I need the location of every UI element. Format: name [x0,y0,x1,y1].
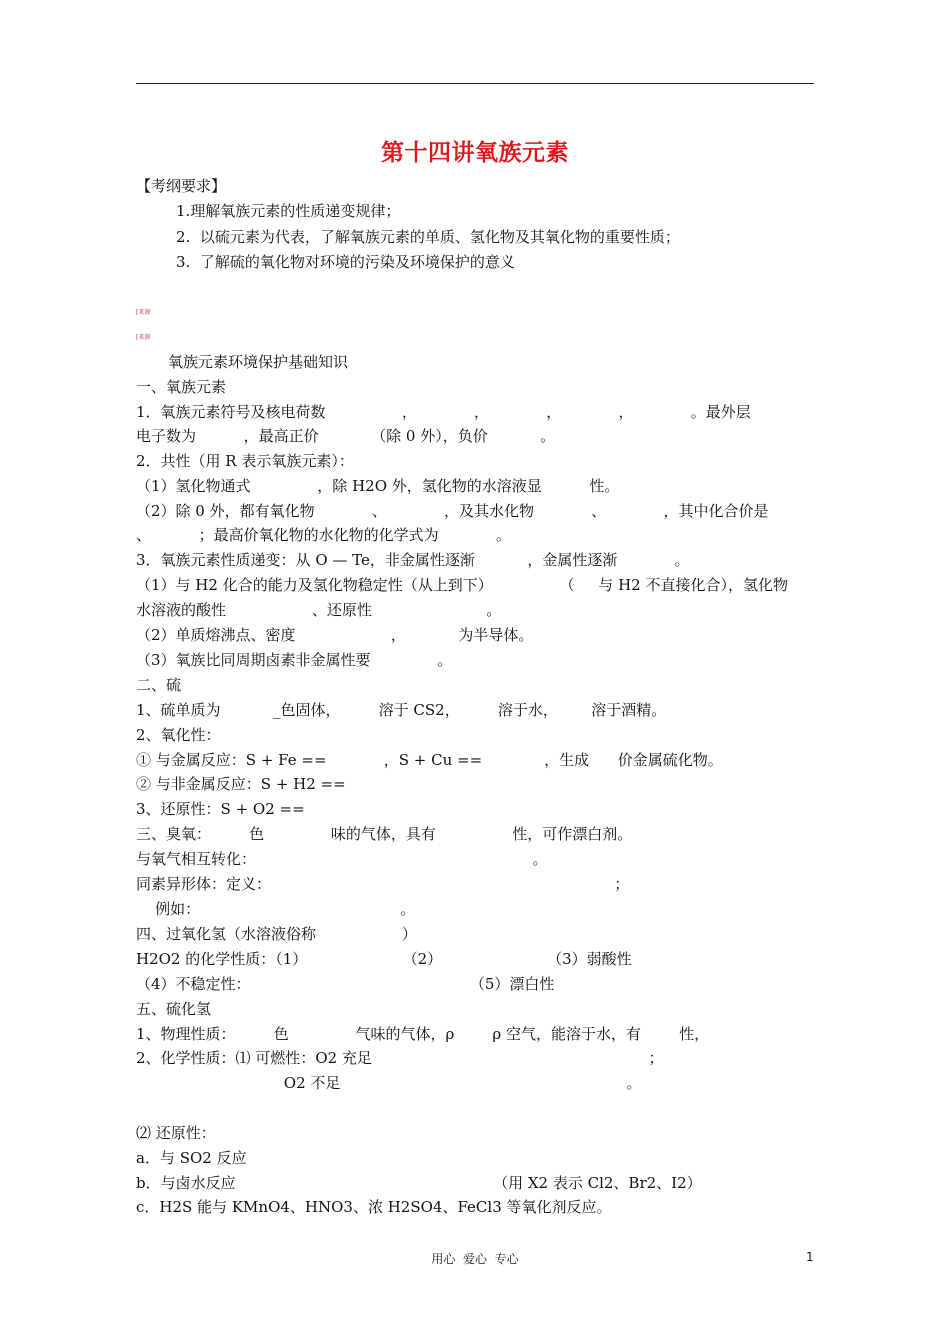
text-line: ⑵ 还原性： [136,1124,216,1142]
text-line: 3、还原性：S + O2 == [136,800,305,818]
text-line: 例如： 。 [136,900,416,918]
text-line: 、 ；最高价氧化物的水化物的化学式为 。 [136,526,511,544]
text-line: 2、化学性质：⑴ 可燃性：O2 充足 ； [136,1049,664,1067]
section-intro: 氧族元素环境保护基础知识 [168,353,349,371]
text-line: （2）除 0 外，都有氧化物 、 ，及其水化物 、 ，其中化合价是 [136,502,769,520]
section-heading: 三、臭氧： 色 味的气体，具有 性，可作漂白剂。 [136,825,633,843]
page-title: 第十四讲氧族元素 [381,140,569,166]
text-line: a．与 SO2 反应 [136,1149,247,1167]
text-line: ② 与非金属反应：S + H2 == [136,775,346,793]
source-mark: [来源 [136,334,151,341]
syllabus-item-2: 2. 以硫元素为代表，了解氧族元素的单质、氢化物及其氧化物的重要性质； [176,228,680,246]
text-line: b．与卤水反应 （用 X2 表示 Cl2、Br2、I2） [136,1174,702,1192]
text-line: ① 与金属反应：S + Fe == ，S + Cu == ，生成 价金属硫化物。 [136,751,723,769]
text-line: 水溶液的酸性 、还原性 。 [136,601,502,619]
section-heading: 五、硫化氢 [136,1000,212,1018]
section-heading: 四、过氧化氢（水溶液俗称 ） [136,925,417,943]
text-line: （4）不稳定性： （5）漂白性 [136,975,555,993]
header-rule [136,83,814,84]
text-line: O2 不足 。 [136,1074,642,1092]
text-line: 与氧气相互转化： 。 [136,850,548,868]
section-heading: 一、氧族元素 [136,378,227,396]
page-number: 1 [806,1250,814,1264]
source-mark: [来源 [136,309,151,316]
text-line: （2）单质熔沸点、密度 ， 为半导体。 [136,626,534,644]
text-line: （3）氧族比同周期卤素非金属性要 。 [136,651,453,669]
section-heading: 二、硫 [136,676,182,694]
syllabus-item-1: 1.理解氧族元素的性质递变规律； [176,202,401,220]
text-line: c．H2S 能与 KMnO4、HNO3、浓 H2SO4、FeCl3 等氧化剂反应。 [136,1198,612,1216]
text-line: 3．氧族元素性质递变：从 O — Te，非金属性逐渐 ，金属性逐渐 。 [136,551,690,569]
syllabus-heading: 【考纲要求】 [136,177,227,195]
text-line: 电子数为 ，最高正价 （除 0 外），负价 。 [136,427,556,445]
footer-motto: 用心 爱心 专心 [431,1252,519,1266]
syllabus-item-3: 3. 了解硫的氧化物对环境的污染及环境保护的意义 [176,253,515,271]
text-line: （1）氢化物通式 ，除 H2O 外，氢化物的水溶液显 性。 [136,477,620,495]
text-line: 2、氧化性： [136,726,221,744]
text-line: 2．共性（用 R 表示氧族元素）： [136,452,354,470]
text-line: 同素异形体：定义： ； [136,875,630,893]
text-line: （1）与 H2 化合的能力及氢化物稳定性（从上到下） （ 与 H2 不直接化合），氢化物 [136,576,788,594]
text-line: 1、硫单质为 _色固体， 溶于 CS2， 溶于水， 溶于酒精。 [136,701,667,719]
text-line: 1．氧族元素符号及核电荷数 ， ， ， ， 。最外层 [136,403,751,421]
text-line: 1、物理性质： 色 气味的气体，ρ ρ 空气，能溶于水，有 性， [136,1025,710,1043]
text-line: H2O2 的化学性质：（1） （2） （3）弱酸性 [136,950,632,968]
